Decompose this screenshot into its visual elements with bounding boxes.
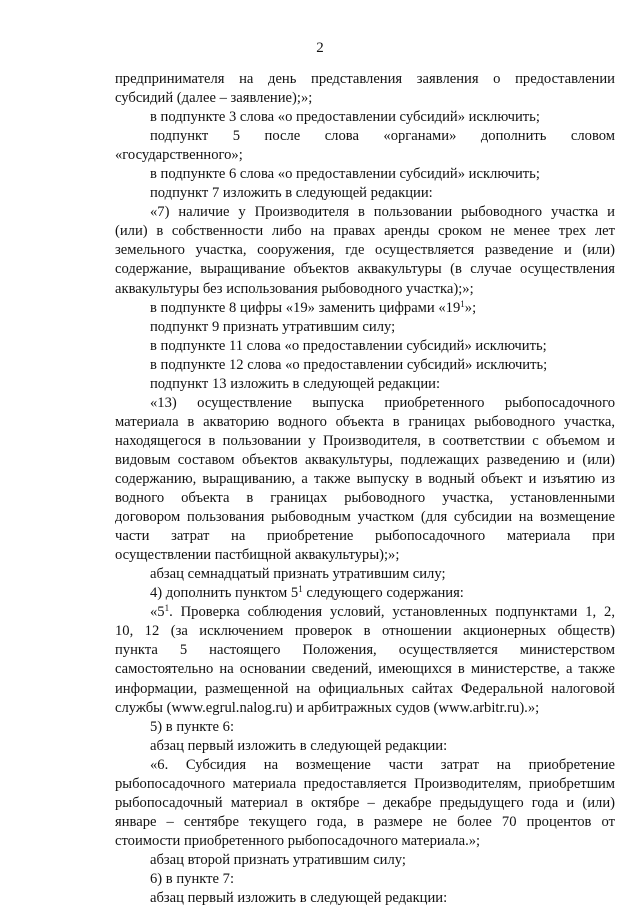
text-line xyxy=(115,299,615,318)
text-line-content: 6) в пункте 7: xyxy=(150,870,235,887)
text-line-content: абзац второй признать утратившим силу; xyxy=(150,851,406,868)
superscript: 1 xyxy=(298,584,303,595)
text-line-content: подпункт 9 признать утратившим силу; xyxy=(150,318,396,335)
text-line xyxy=(115,794,615,813)
text-line xyxy=(115,603,615,622)
text-line xyxy=(115,394,615,413)
text-line xyxy=(115,718,615,737)
superscript: 1 xyxy=(460,298,465,309)
text-line-content: субсидий (далее – заявление);»; xyxy=(115,90,313,107)
text-line-content: рыбопосадочный материал в октябре – декабре предыдущего года и (или) xyxy=(115,794,615,811)
text-line xyxy=(115,775,615,794)
text-line xyxy=(115,413,615,432)
text-line xyxy=(115,527,615,546)
text-line xyxy=(115,127,615,146)
text-line-content: «5 xyxy=(150,604,165,621)
text-line xyxy=(115,851,615,870)
text-line xyxy=(115,870,615,889)
text-line-tail: следующего содержания: xyxy=(302,585,464,602)
document-body xyxy=(115,70,615,908)
text-line xyxy=(115,222,615,241)
text-line-content: осуществлении пастбищной аквакультуры);»; xyxy=(115,547,400,564)
text-line xyxy=(115,432,615,451)
text-line xyxy=(115,337,615,356)
text-line-content: стоимости приобретенного рыбопосадочного материала.»; xyxy=(115,832,481,849)
text-line xyxy=(115,356,615,375)
text-line-content: абзац первый изложить в следующей редакции: xyxy=(150,737,448,754)
text-line-tail: . Проверка соблюдения условий, установленных подпунктами 1, 2, xyxy=(169,604,615,621)
text-line-content: службы (www.egrul.nalog.ru) и арбитражных судов (www.arbitr.ru).»; xyxy=(115,699,540,716)
text-line xyxy=(115,546,615,565)
text-line-content: в подпункте 6 слова «о предоставлении субсидий» исключить; xyxy=(150,166,540,183)
text-line-content: предпринимателя на день представления заявления о предоставлении xyxy=(115,71,615,87)
text-line-content: находящегося в пользовании у Производителя, в соответствии с объемом и xyxy=(115,432,615,449)
text-line-content: 4) дополнить пунктом 5 xyxy=(150,585,299,602)
text-line-content: самостоятельно на основании сведений, имеющихся в министерстве, а также xyxy=(115,661,615,678)
text-line xyxy=(115,565,615,584)
text-line-content: январе – сентябре текущего года, в размере не более 70 процентов от xyxy=(115,813,615,830)
text-line xyxy=(115,622,615,641)
text-line-tail: »; xyxy=(464,299,477,316)
text-line-content: «6. Субсидия на возмещение части затрат на приобретение xyxy=(150,756,615,773)
text-line-content: материала в акваторию водного объекта в границах рыбоводного участка, xyxy=(115,413,615,430)
text-line xyxy=(115,737,615,756)
text-line xyxy=(115,832,615,851)
text-line xyxy=(115,584,615,603)
text-line-content: (или) в собственности либо на правах аренды сроком не менее трех лет xyxy=(115,223,615,240)
text-line-content: водного объекта в границах рыбоводного участка, установленными xyxy=(115,490,615,507)
text-line xyxy=(115,318,615,337)
text-line-content: в подпункте 11 слова «о предоставлении субсидий» исключить; xyxy=(150,337,547,354)
text-line xyxy=(115,146,615,165)
text-line xyxy=(115,165,615,184)
text-line-content: в подпункте 12 слова «о предоставлении субсидий» исключить; xyxy=(150,356,548,373)
text-line-content: пункта 5 настоящего Положения, осуществляется министерством xyxy=(115,642,615,659)
text-line xyxy=(115,641,615,660)
text-line xyxy=(115,680,615,699)
text-line-content: содержание, выращивание объектов аквакультуры (в случае осуществления xyxy=(115,261,615,278)
text-line xyxy=(115,489,615,508)
text-line xyxy=(115,660,615,679)
text-line-content: в подпункте 3 слова «о предоставлении субсидий» исключить; xyxy=(150,109,540,126)
superscript: 1 xyxy=(164,603,170,614)
text-line-content: подпункт 5 после слова «органами» дополнить словом xyxy=(150,128,615,145)
page-number: 2 xyxy=(316,40,324,56)
text-line-content: подпункт 7 изложить в следующей редакции: xyxy=(150,185,433,202)
text-line-content: 5) в пункте 6: xyxy=(150,718,235,735)
text-line xyxy=(115,260,615,279)
text-line xyxy=(115,813,615,832)
text-line xyxy=(115,699,615,718)
text-line-content: земельного участка, сооружения, где осуществляется разведение и (или) xyxy=(115,242,615,259)
text-line xyxy=(115,184,615,203)
text-line-content: договором пользования рыбоводным участком (для субсидии на возмещение xyxy=(115,509,615,526)
text-line-content: в подпункте 8 цифры «19» заменить цифрами «19 xyxy=(150,299,461,316)
text-line xyxy=(115,756,615,775)
text-line-content: видовым составом объектов аквакультуры, подлежащих разведению и (или) xyxy=(115,451,615,468)
text-line-content: «государственного»; xyxy=(115,147,243,164)
text-line xyxy=(115,203,615,222)
text-line-content: «7) наличие у Производителя в пользовании рыбоводного участка и xyxy=(150,204,615,221)
text-line-content: информации, размещенной на официальных сайтах Федеральной налоговой xyxy=(115,680,615,697)
text-line-content: аквакультуры без использования рыбоводного участка);»; xyxy=(115,280,474,297)
text-line-content: содержанию, выращиванию, а также выпуску в водный объект и изъятию из xyxy=(115,470,615,487)
text-line-content: «13) осуществление выпуска приобретенного рыбопосадочного xyxy=(150,394,615,411)
text-line xyxy=(115,241,615,260)
text-line xyxy=(115,508,615,527)
text-line-content: абзац семнадцатый признать утратившим силу; xyxy=(150,566,446,583)
text-line xyxy=(115,70,615,89)
text-line-content: рыбопосадочного материала предоставляется Производителям, приобретшим xyxy=(115,775,615,792)
text-line xyxy=(115,280,615,299)
text-line xyxy=(115,451,615,470)
text-line-content: абзац первый изложить в следующей редакции: xyxy=(150,890,448,907)
text-line xyxy=(115,470,615,489)
text-line xyxy=(115,89,615,108)
text-line xyxy=(115,889,615,908)
text-line xyxy=(115,375,615,394)
text-line-content: подпункт 13 изложить в следующей редакции: xyxy=(150,375,441,392)
text-line-content: 10, 12 (за исключением проверок в отношении акционерных обществ) xyxy=(115,623,615,640)
text-line-content: части затрат на приобретение рыбопосадочного материала при xyxy=(115,528,615,545)
text-line xyxy=(115,108,615,127)
